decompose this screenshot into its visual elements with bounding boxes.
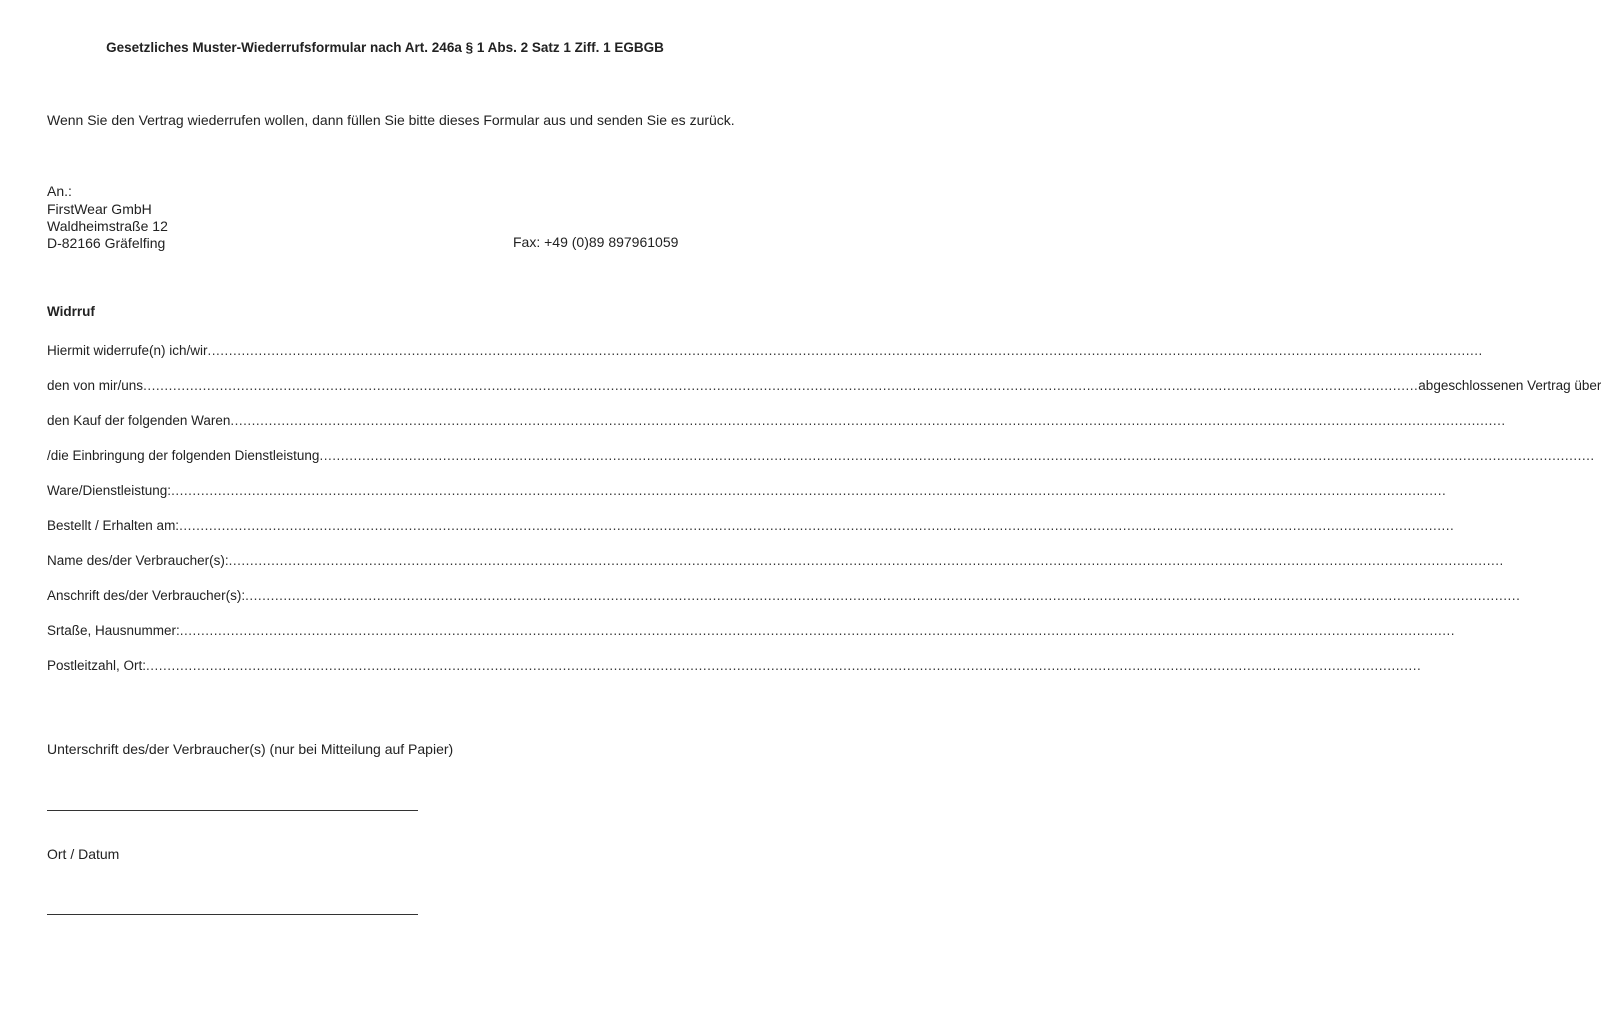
field-plz-ort[interactable] (47, 655, 1422, 673)
fill-line[interactable]: ............................................................................................................................................................................................................................................................................................................ (179, 518, 1455, 533)
fill-line[interactable]: ............................................................................................................................................................................................................................................................................................................ (319, 448, 1595, 463)
field-label: Ware/Dienstleistung: (47, 483, 172, 498)
field-waren[interactable] (47, 410, 1506, 428)
field-widerruf[interactable] (47, 340, 1483, 358)
recipient-prefix: An.: (47, 183, 72, 199)
field-anschrift[interactable] (47, 585, 1521, 603)
signature-label: Unterschrift des/der Verbraucher(s) (nur bei Mitteilung auf Papier) (47, 741, 454, 757)
field-label: Name des/der Verbraucher(s): (47, 553, 229, 568)
signature-line[interactable] (47, 810, 418, 811)
field-label-after: abgeschlossenen Vertrag über (1418, 378, 1601, 393)
document-title: Gesetzliches Muster-Wiederrufsformular nach Art. 246a § 1 Abs. 2 Satz 1 Ziff. 1 EGBGB (106, 40, 664, 55)
field-bestellt[interactable] (47, 515, 1455, 533)
recipient-city: D-82166 Gräfelfing (47, 235, 166, 251)
place-date-line[interactable] (47, 914, 418, 915)
field-label: Bestellt / Erhalten am: (47, 518, 180, 533)
fill-line[interactable]: ............................................................................................................................................................................................................................................................................................................ (207, 343, 1483, 358)
field-name[interactable] (47, 550, 1504, 568)
field-ware-dienstleistung[interactable] (47, 480, 1447, 498)
field-label: Postleitzahl, Ort: (47, 658, 147, 673)
fill-line[interactable]: ............................................................................................................................................................................................................................................................................................................ (245, 588, 1521, 603)
field-label: Srtaße, Hausnummer: (47, 623, 180, 638)
fill-line[interactable]: ............................................................................................................................................................................................................................................................................................................ (146, 658, 1422, 673)
fill-line[interactable]: ............................................................................................................................................................................................................................................................................................................ (179, 623, 1456, 638)
field-label: Hiermit widerrufe(n) ich/wir (47, 343, 208, 358)
field-dienstleistung[interactable] (47, 445, 1595, 463)
field-vertrag[interactable] (47, 375, 1601, 393)
fill-line[interactable]: ............................................................................................................................................................................................................................................................................................................ (143, 378, 1419, 393)
recipient-fax: Fax: +49 (0)89 897961059 (513, 234, 679, 250)
field-label: Anschrift des/der Verbraucher(s): (47, 588, 246, 603)
fill-line[interactable]: ............................................................................................................................................................................................................................................................................................................ (171, 483, 1447, 498)
field-strasse[interactable] (47, 620, 1456, 638)
field-label: den von mir/uns (47, 378, 144, 393)
recipient-street: Waldheimstraße 12 (47, 218, 168, 234)
field-label: /die Einbringung der folgenden Dienstleistung (47, 448, 320, 463)
recipient-company: FirstWear GmbH (47, 201, 152, 217)
fill-line[interactable]: ............................................................................................................................................................................................................................................................................................................ (228, 553, 1504, 568)
place-date-label: Ort / Datum (47, 846, 120, 862)
fill-line[interactable]: ............................................................................................................................................................................................................................................................................................................ (230, 413, 1506, 428)
field-label: den Kauf der folgenden Waren (47, 413, 231, 428)
form-heading: Widrruf (47, 304, 95, 319)
intro-text: Wenn Sie den Vertrag wiederrufen wollen, dann füllen Sie bitte dieses Formular aus und senden Sie es zurück. (47, 112, 735, 128)
